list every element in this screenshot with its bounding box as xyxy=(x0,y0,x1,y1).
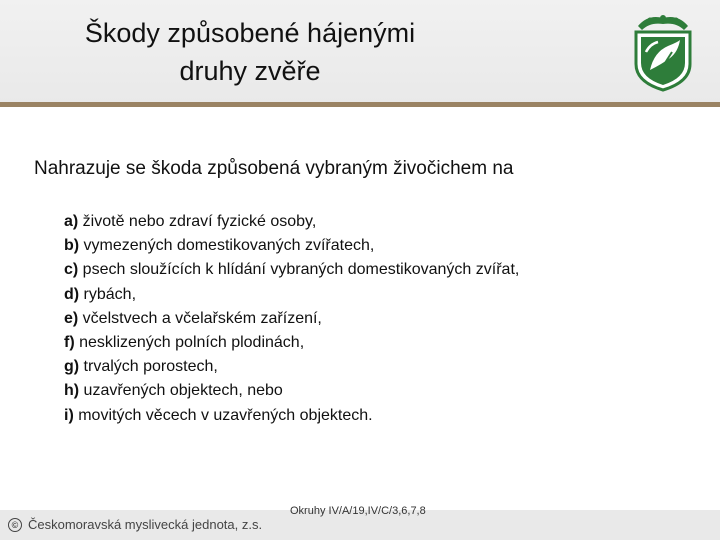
list-item xyxy=(64,283,519,307)
list-item xyxy=(64,258,519,282)
item-text: movitých věcech v uzavřených objektech. xyxy=(73,406,373,424)
item-text: rybách, xyxy=(79,285,137,303)
list-item xyxy=(64,331,519,355)
title-line-1: Škody způsobené hájenými xyxy=(84,18,416,48)
item-marker: d) xyxy=(64,285,80,303)
item-marker: h) xyxy=(64,382,80,400)
list-item xyxy=(64,404,519,428)
list-item xyxy=(64,355,519,379)
item-text: uzavřených objektech, nebo xyxy=(79,382,283,400)
curriculum-reference: Okruhy IV/A/19,IV/C/3,6,7,8 xyxy=(290,505,426,517)
item-text: včelstvech a včelařském zařízení, xyxy=(78,309,322,327)
item-text: životě nebo zdraví fyzické osoby, xyxy=(78,213,317,230)
title-line-2: druhy zvěře xyxy=(179,56,321,86)
item-marker: f) xyxy=(64,334,75,352)
damage-list xyxy=(64,210,519,428)
item-text: vymezených domestikovaných zvířatech, xyxy=(79,237,375,255)
organization-name: Českomoravská myslivecká jednota, z.s. xyxy=(28,517,263,532)
item-marker: c) xyxy=(64,261,79,279)
cmmj-emblem-icon xyxy=(628,12,698,92)
list-item xyxy=(64,210,519,234)
item-marker: b) xyxy=(64,237,80,255)
slide-title xyxy=(60,14,440,90)
item-marker: e) xyxy=(64,309,79,327)
item-text: psech sloužících k hlídání vybraných domestikovaných zvířat, xyxy=(78,261,520,279)
item-marker: a) xyxy=(64,213,79,230)
list-item xyxy=(64,307,519,331)
item-text: trvalých porostech, xyxy=(79,358,218,376)
list-item xyxy=(64,234,519,258)
item-text: nesklizených polních plodinách, xyxy=(74,334,305,352)
footer-organization xyxy=(8,517,262,532)
list-item xyxy=(64,379,519,403)
item-marker: g) xyxy=(64,358,80,376)
title-divider xyxy=(0,102,720,107)
lead-sentence: Nahrazuje se škoda způsobená vybraným živočichem na xyxy=(34,158,514,179)
copyright-icon: © xyxy=(8,518,22,532)
item-marker: i) xyxy=(64,406,74,424)
